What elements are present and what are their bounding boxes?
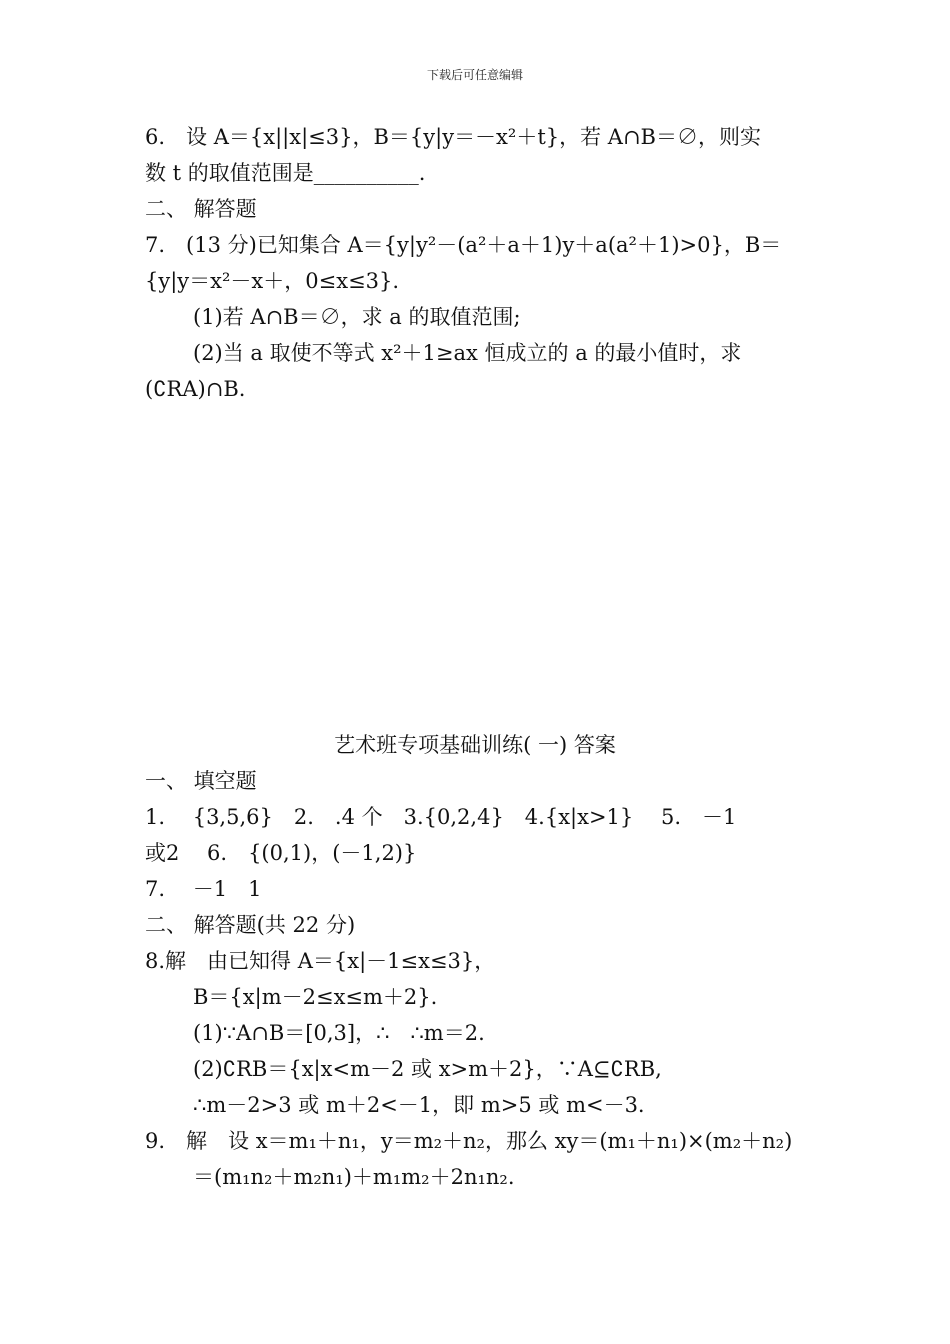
question-6-line-2: 数 t 的取值范围是__________. (145, 161, 426, 185)
question-7-line-2: {y|y＝x²－x＋，0≤x≤3}. (145, 269, 400, 293)
answer-8-line-3: (1)∵A∩B＝[0,3]，∴ ∴m＝2. (193, 1021, 485, 1045)
fill-answers-line-1: 1. {3,5,6} 2. .4 个 3.{0,2,4} 4.{x|x>1} 5. －1 (145, 805, 737, 829)
answer-8-line-2: B＝{x|m－2≤x≤m＋2}. (193, 985, 438, 1009)
answer-9-line-1: 9. 解 设 x＝m₁＋n₁，y＝m₂＋n₂，那么 xy＝(m₁＋n₁)×(m₂＋n₂) (145, 1129, 793, 1153)
fill-answers-line-3: 7. －1 1 (145, 877, 262, 901)
section-2-heading: 二、 解答题 (145, 197, 257, 221)
answer-9-line-2: ＝(m₁n₂＋m₂n₁)＋m₁m₂＋2n₁n₂. (193, 1165, 515, 1189)
answers-section-1-heading: 一、 填空题 (145, 769, 257, 793)
answers-title: 艺术班专项基础训练( 一) 答案 (334, 733, 616, 757)
answer-8-line-5: ∴m－2>3 或 m＋2<－1，即 m>5 或 m<－3. (193, 1093, 645, 1117)
answer-8-line-4: (2)∁RB＝{x|x<m－2 或 x>m＋2}，∵A⊆∁RB, (193, 1057, 662, 1081)
question-6-line-1: 6. 设 A＝{x||x|≤3}，B＝{y|y＝－x²＋t}，若 A∩B＝∅，则实 (145, 125, 761, 149)
fill-answers-line-2: 或2 6. {(0,1)，(－1,2)} (145, 841, 417, 865)
question-7-part-2-line-1: (2)当 a 取使不等式 x²＋1≥ax 恒成立的 a 的最小值时，求 (193, 341, 742, 365)
answer-8-line-1: 8.解 由已知得 A＝{x|－1≤x≤3}， (145, 949, 496, 973)
page-header: 下载后可任意编辑 (426, 68, 523, 82)
answers-section-2-heading: 二、 解答题(共 22 分) (145, 913, 356, 937)
question-7-part-2-line-2: (∁RA)∩B. (145, 377, 246, 401)
question-7-part-1: (1)若 A∩B＝∅，求 a 的取值范围; (193, 305, 521, 329)
question-7-line-1: 7. (13 分)已知集合 A＝{y|y²－(a²＋a＋1)y＋a(a²＋1)>0}，B＝ (145, 233, 782, 257)
